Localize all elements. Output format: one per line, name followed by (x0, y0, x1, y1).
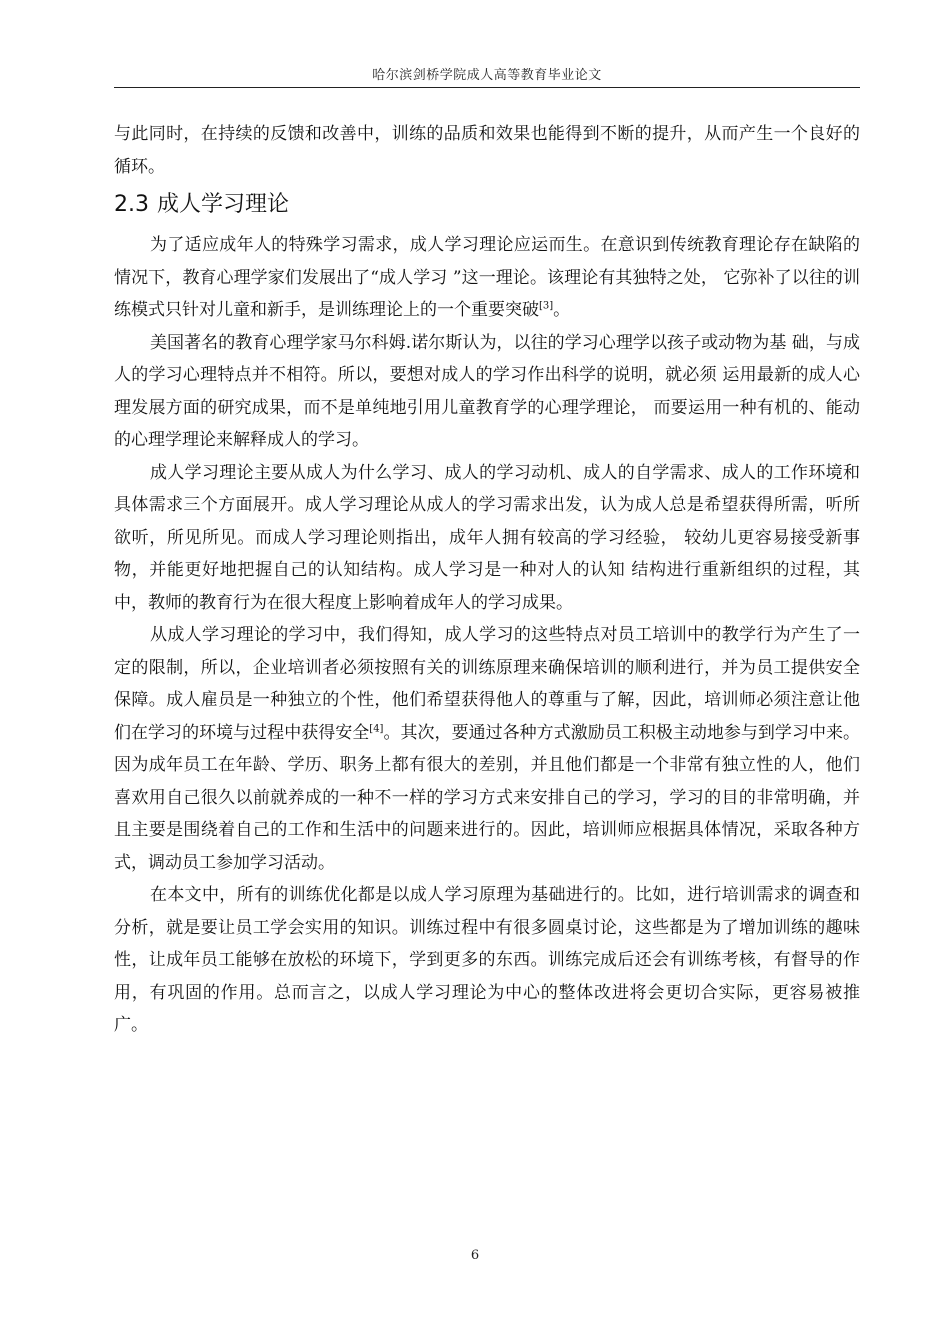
section-number: 2.3 (114, 192, 149, 217)
paragraph-4 (114, 619, 860, 879)
paragraph-1-text: 为了适应成年人的特殊学习需求，成人学习理论应运而生。在意识到传统教育理论存在缺陷的情况下，教育心理学家们发展出了“成人学习 ”这一理论。该理论有其独特之处， 它弥补了以往的训练模式只针对儿童和新手，是训练理论上的一个重要突破 (114, 235, 860, 320)
running-header: 哈尔滨剑桥学院成人高等教育毕业论文 (372, 68, 602, 83)
paragraph-4-text: 从成人学习理论的学习中，我们得知，成人学习的这些特点对员工培训中的教学行为产生了一定的限制，所以，企业培训者必须按照有关的训练原理来确保培训的顺利进行，并为员工提供安全保障。成人雇员是一种独立的个性，他们希望获得他人的尊重与了解，因此，培训师必须注意让他们在学习的环境与过程中获得安全 (114, 625, 860, 743)
paragraph-2: 美国著名的教育心理学家马尔科姆.诺尔斯认为，以往的学习心理学以孩子或动物为基 础，与成人的学习心理特点并不相符。所以，要想对成人的学习作出科学的说明，就必须 运用最新的成人心理发展方面的研究成果，而不是单纯地引用儿童教育学的心理学理论， 而要运用一种有机的、能动的心理学理论来解释成人的学习。 (114, 332, 860, 450)
page-number: 6 (470, 1248, 480, 1263)
paragraph-1 (114, 229, 860, 327)
body-text (114, 118, 860, 1042)
header-rule (114, 87, 860, 88)
citation-4: [4] (369, 722, 384, 734)
paragraph-3: 成人学习理论主要从成人为什么学习、成人的学习动机、成人的自学需求、成人的工作环境和具体需求三个方面展开。成人学习理论从成人的学习需求出发，认为成人总是希望获得所需，听所欲听，所见所见。而成人学习理论则指出，成年人拥有较高的学习经验， 较幼儿更容易接受新事物，并能更好地把握自己的认知结构。成人学习是一种对人的认知 结构进行重新组织的过程，其中，教师的教育行为在很大程度上影响着成年人的学习成果。 (114, 462, 860, 613)
citation-3: [3] (539, 300, 554, 312)
paragraph-5: 在本文中，所有的训练优化都是以成人学习原理为基础进行的。比如，进行培训需求的调查和分析，就是要让员工学会实用的知识。训练过程中有很多圆桌讨论，这些都是为了增加训练的趣味性，让成年员工能够在放松的环境下，学到更多的东西。训练完成后还会有训练考核，有督导的作用，有巩固的作用。总而言之，以成人学习理论为中心的整体改进将会更切合实际，更容易被推广。 (114, 885, 860, 1035)
paragraph-1-end: 。 (553, 300, 571, 320)
paragraph-continuation: 与此同时，在持续的反馈和改善中，训练的品质和效果也能得到不断的提升，从而产生一个良好的循环。 (114, 124, 860, 177)
section-title: 成人学习理论 (157, 192, 290, 217)
paragraph-4-end: 。其次，要通过各种方式激励员工积极主动地参与到学习中来。因为成年员工在年龄、学历、职务上都有很大的差别，并且他们都是一个非常有独立性的人，他们喜欢用自己很久以前就养成的一种不一样的学习方式来安排自己的学习，学习的目的非常明确，并且主要是围绕着自己的工作和生活中的问题来进行的。因此，培训师应根据具体情况，采取各种方式，调动员工参加学习活动。 (114, 722, 861, 873)
section-heading (114, 185, 860, 225)
